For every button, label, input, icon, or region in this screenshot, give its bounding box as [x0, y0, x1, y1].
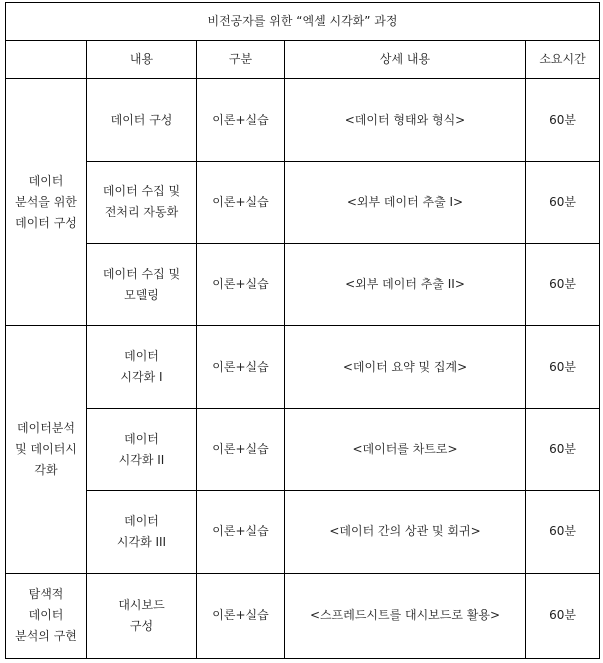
section-label: 탐색적 데이터 분석의 구현: [6, 573, 87, 658]
row-detail: <데이터 간의 상관 및 회귀>: [285, 491, 526, 573]
table-row: [6, 326, 600, 408]
title-row: [6, 3, 600, 41]
row-detail: <데이터 형태와 형식>: [285, 79, 526, 161]
header-row: [6, 41, 600, 79]
table-row: [6, 573, 600, 658]
row-content: 데이터 시각화 I: [87, 326, 197, 408]
row-content: 데이터 시각화 III: [87, 491, 197, 573]
row-time: 60분: [526, 491, 600, 573]
curriculum-table: [5, 2, 600, 659]
row-time: 60분: [526, 408, 600, 490]
row-time: 60분: [526, 573, 600, 658]
row-type: 이론+실습: [197, 326, 285, 408]
table-row: [6, 161, 600, 243]
row-type: 이론+실습: [197, 408, 285, 490]
row-content: 대시보드 구성: [87, 573, 197, 658]
row-content: 데이터 수집 및 모델링: [87, 244, 197, 326]
header-type: 구분: [197, 41, 285, 79]
row-time: 60분: [526, 161, 600, 243]
table-row: [6, 408, 600, 490]
row-type: 이론+실습: [197, 161, 285, 243]
row-detail: <데이터를 차트로>: [285, 408, 526, 490]
table-title: 비전공자를 위한 “엑셀 시각화” 과정: [6, 3, 600, 41]
header-content: 내용: [87, 41, 197, 79]
row-type: 이론+실습: [197, 79, 285, 161]
section-label: 데이터 분석을 위한 데이터 구성: [6, 79, 87, 326]
row-detail: <데이터 요약 및 집계>: [285, 326, 526, 408]
table-row: [6, 491, 600, 573]
row-detail: <외부 데이터 추출 I>: [285, 161, 526, 243]
row-type: 이론+실습: [197, 573, 285, 658]
row-time: 60분: [526, 244, 600, 326]
row-type: 이론+실습: [197, 491, 285, 573]
row-content: 데이터 시각화 II: [87, 408, 197, 490]
header-time: 소요시간: [526, 41, 600, 79]
table-row: [6, 79, 600, 161]
row-time: 60분: [526, 79, 600, 161]
row-content: 데이터 수집 및 전처리 자동화: [87, 161, 197, 243]
table-row: [6, 244, 600, 326]
row-time: 60분: [526, 326, 600, 408]
row-content: 데이터 구성: [87, 79, 197, 161]
row-type: 이론+실습: [197, 244, 285, 326]
header-section-empty: [6, 41, 87, 79]
row-detail: <외부 데이터 추출 II>: [285, 244, 526, 326]
row-detail: <스프레드시트를 대시보드로 활용>: [285, 573, 526, 658]
header-detail: 상세 내용: [285, 41, 526, 79]
section-label: 데이터분석 및 데이터시 각화: [6, 326, 87, 573]
